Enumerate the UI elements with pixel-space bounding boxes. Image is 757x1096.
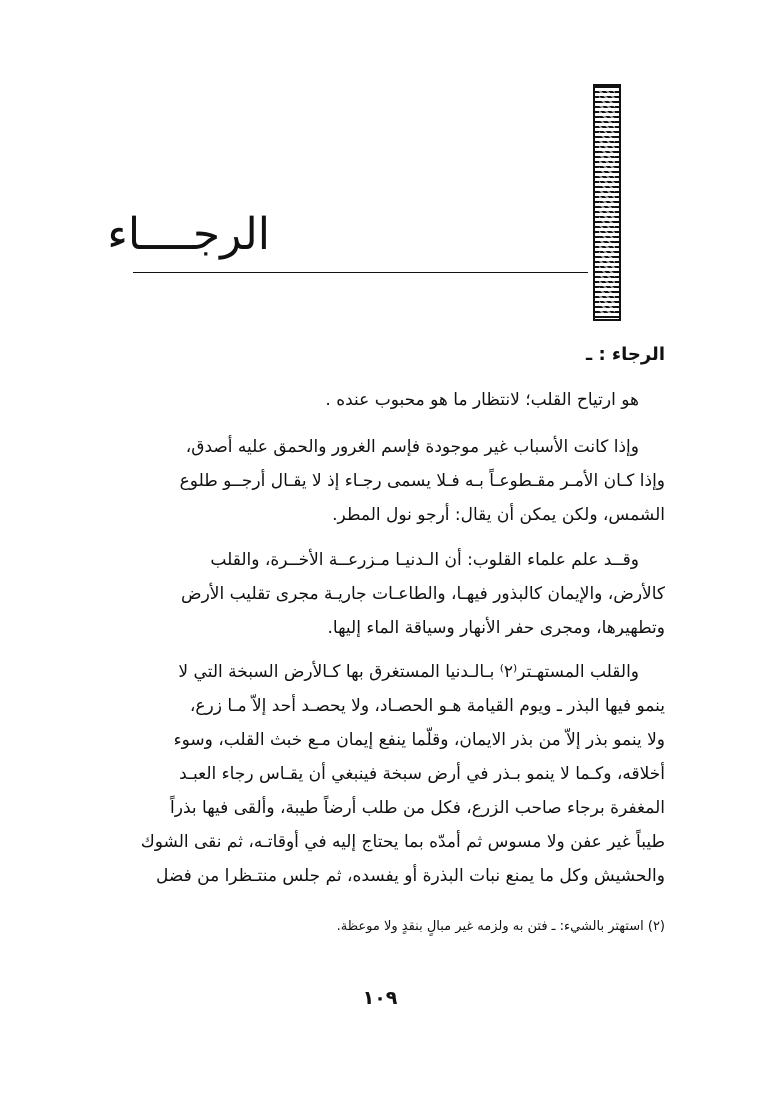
decorative-ornament-column — [593, 84, 621, 321]
paragraph-line: والقلب المستهـتر⁽٢⁾ بـالـدنيا المستغرق بها كـالأرض السبخة التي لا — [178, 662, 639, 682]
paragraph-line: والحشيش وكل ما يمنع نبات البذرة أو يفسده، ثم جلس منتـظرا من فضل — [155, 866, 665, 886]
paragraph-line: وإذا كـان الأمـر مقـطوعـاً بـه فـلا يسمى رجـاء إذ لا يقـال أرجــو طلوع — [179, 471, 665, 491]
ornament-pattern — [599, 90, 615, 315]
paragraph-line: وإذا كانت الأسباب غير موجودة فإسم الغرور والحمق عليه أصدق، — [185, 437, 639, 457]
paragraph-2 — [135, 430, 665, 532]
page-number: ١٠٩ — [362, 987, 398, 1009]
footnote: (٢) استهتر بالشيء: ـ فتن به ولزمه غير مبالٍ بنقدٍ ولا موعظة. — [336, 919, 665, 934]
section-heading: الرجاء : ـ — [586, 344, 665, 365]
paragraph-line: وقــد علم علماء القلوب: أن الـدنيـا مـزرعــة الأخــرة، والقلب — [210, 550, 639, 570]
paragraph-line: هو ارتياح القلب؛ لانتظار ما هو محبوب عنده . — [325, 390, 639, 410]
paragraph-line: المغفرة برجاء صاحب الزرع، فكل من طلب أرضاً طيبة، وألقى فيها بذراً — [170, 798, 665, 818]
paragraph-line: وتطهيرها، ومجرى حفر الأنهار وسياقة الماء إليها. — [327, 618, 665, 638]
paragraph-4 — [135, 655, 665, 893]
title-underline-rule — [133, 272, 588, 273]
paragraph-3 — [135, 543, 665, 645]
paragraph-1 — [135, 383, 665, 417]
paragraph-line: ينمو فيها البذر ـ ويوم القيامة هـو الحصـاد، ولا يحصـد أحد إلاّ مـا زرع، — [189, 696, 665, 716]
paragraph-line: طيباً غير عفن ولا مسوس ثم أمدّه بما يحتاج إليه في أوقاتـه، ثم نقى الشوك — [140, 832, 665, 852]
paragraph-line: ولا ينمو بذر إلاّ من بذر الايمان، وقلّما ينفع إيمان مـع خبث القلب، وسوء — [173, 730, 665, 750]
paragraph-line: كالأرض، والإيمان كالبذور فيهـا، والطاعـات جاريـة مجرى تقليب الأرض — [181, 584, 665, 604]
paragraph-line: أخلاقه، وكـما لا ينمو بـذر في أرض سبخة فينبغي أن يقـاس رجاء العبـد — [179, 764, 665, 784]
paragraph-line: الشمس، ولكن يمكن أن يقال: أرجو نول المطر. — [332, 505, 665, 525]
chapter-title: الرجــــاء — [107, 209, 270, 260]
